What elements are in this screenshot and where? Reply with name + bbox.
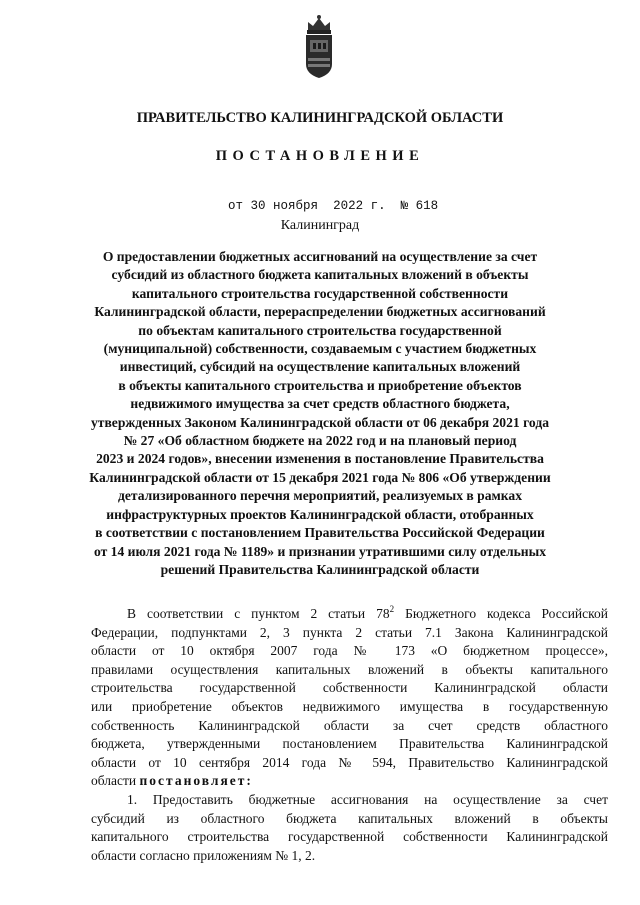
preamble-line bbox=[91, 772, 608, 791]
heading-line: в соответствии с постановлением Правительства Российской Федерации bbox=[95, 525, 545, 541]
coat-of-arms-emblem bbox=[302, 14, 336, 80]
document-date: 30 ноября bbox=[250, 199, 319, 213]
heading-line: Калининградской области от 15 декабря 2021 года № 806 «Об утверждении bbox=[89, 469, 551, 485]
heading-line: утвержденных Законом Калининградской области от 06 декабря 2021 года bbox=[90, 414, 550, 430]
preamble-line: области от 10 сентября 2014 года № 594, Правительство Калининградской bbox=[91, 754, 608, 770]
document-heading bbox=[70, 248, 570, 579]
preamble-line: собственность Калининградской области за счет средств областного bbox=[91, 717, 608, 733]
resolves-word: постановляет: bbox=[139, 773, 253, 789]
item-line: субсидий из областного бюджета капитальных вложений в объекты bbox=[91, 810, 608, 826]
preamble-text: области bbox=[91, 773, 137, 789]
city: Калининград bbox=[280, 218, 360, 233]
heading-line: детализированного перечня мероприятий, реализуемых в рамках bbox=[117, 488, 522, 504]
item-line: области согласно приложениям № 1, 2. bbox=[91, 847, 316, 863]
preamble-line: области от 10 октября 2007 года № 173 «О бюджетном процессе», bbox=[91, 643, 608, 659]
item-line: 1. Предоставить бюджетные ассигнования на осуществление за счет bbox=[127, 791, 608, 807]
heading-line: 2023 и 2024 годов», внесении изменения в постановление Правительства bbox=[96, 451, 544, 467]
preamble-text: В соответствии с пунктом 2 статьи 78 bbox=[127, 606, 390, 621]
heading-line: (муниципальной) собственности, создаваемым с участием бюджетных bbox=[103, 341, 537, 357]
government-name: ПРАВИТЕЛЬСТВО КАЛИНИНГРАДСКОЙ ОБЛАСТИ bbox=[136, 110, 504, 126]
article-superscript: 2 bbox=[389, 604, 395, 614]
document-year: 2022 г. bbox=[333, 199, 386, 213]
date-prefix: от bbox=[228, 199, 244, 213]
preamble-line bbox=[91, 605, 608, 624]
item-line: капитального строительства государственной собственности Калининградской bbox=[91, 829, 608, 845]
heading-line: капитального строительства государственной собственности bbox=[131, 285, 509, 301]
number-sign: № bbox=[400, 199, 409, 213]
document-number: 618 bbox=[415, 199, 439, 213]
heading-line: в объекты капитального строительства и приобретение объектов bbox=[118, 377, 522, 393]
preamble-line: или приобретение объектов недвижимого имущества в государственную bbox=[91, 698, 608, 714]
heading-line: инвестиций, субсидий на осуществление капитальных вложений bbox=[119, 359, 521, 375]
date-number-line bbox=[228, 199, 438, 213]
document-type: ПОСТАНОВЛЕНИЕ bbox=[215, 148, 425, 164]
heading-line: решений Правительства Калининградской области bbox=[160, 561, 480, 577]
heading-line: О предоставлении бюджетных ассигнований на осуществление за счет bbox=[102, 249, 538, 264]
preamble-paragraph bbox=[91, 605, 608, 865]
heading-line: субсидий из областного бюджета капитальных вложений в объекты bbox=[111, 267, 529, 283]
preamble-line: Федерации, подпунктами 2, 3 пункта 2 статьи 7.1 Закона Калининградской bbox=[91, 624, 608, 640]
heading-line: инфраструктурных проектов Калининградской области, отобранных bbox=[106, 506, 534, 522]
preamble-line: бюджета, утвержденными постановлением Правительства Калининградской bbox=[91, 736, 608, 752]
heading-line: № 27 «Об областном бюджете на 2022 год и на плановый период bbox=[123, 433, 517, 449]
preamble-text: Бюджетного кодекса Российской bbox=[394, 606, 608, 621]
heading-line: от 14 июля 2021 года № 1189» и признании утратившими силу отдельных bbox=[93, 543, 547, 559]
heading-line: по объектам капитального строительства государственной bbox=[138, 322, 502, 338]
heading-line: недвижимого имущества за счет средств областного бюджета, bbox=[130, 396, 510, 412]
preamble-line: строительства государственной собственности Калининградской области bbox=[91, 680, 608, 696]
heading-line: Калининградской области, перераспределении бюджетных ассигнований bbox=[94, 304, 546, 320]
preamble-line: правилами осуществления капитальных вложений в объекты капитального bbox=[91, 661, 608, 677]
